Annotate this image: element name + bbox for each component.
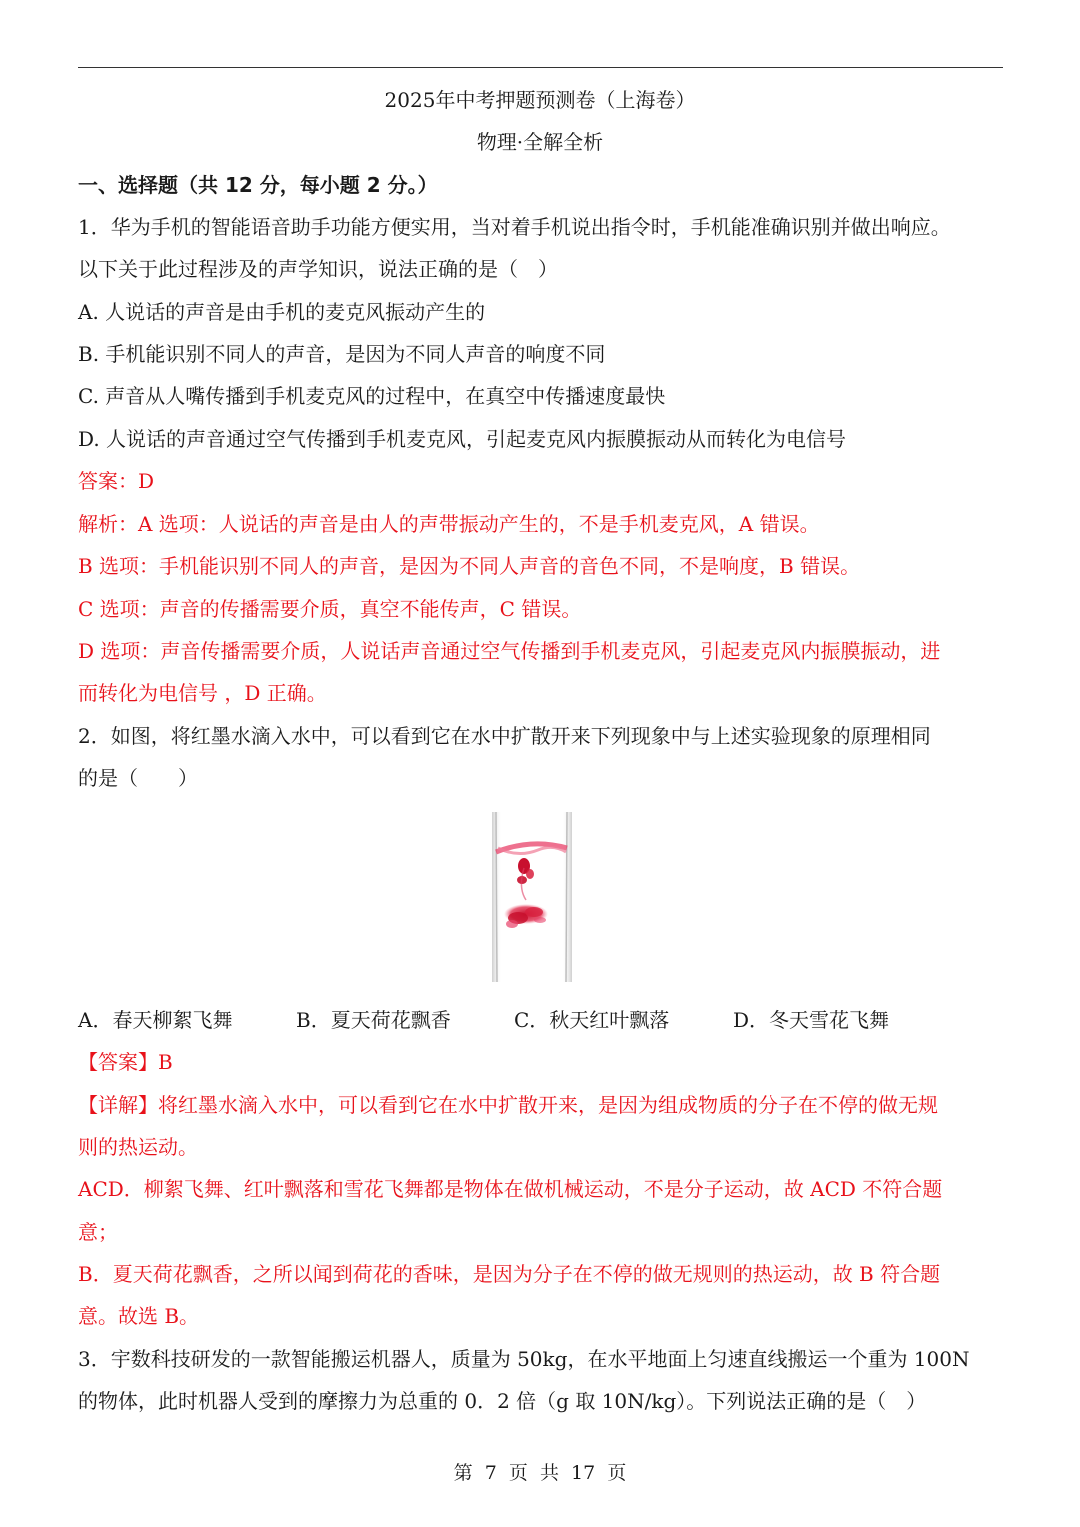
q1-option-a: A. 人说话的声音是由手机的麦克风振动产生的 bbox=[78, 300, 486, 324]
q2-detail-line1: 【详解】将红墨水滴入水中，可以看到它在水中扩散开来，是因为组成物质的分子在不停的做无规 bbox=[78, 1093, 938, 1117]
q2-option-d: D．冬天雪花飞舞 bbox=[733, 1008, 890, 1032]
q2-options-row bbox=[78, 1006, 1003, 1034]
q2-stem-line2: 的是（ ） bbox=[78, 766, 198, 790]
q1-option-c: C. 声音从人嘴传播到手机麦克风的过程中，在真空中传播速度最快 bbox=[78, 384, 666, 408]
q2-option-a: A．春天柳絮飞舞 bbox=[78, 1008, 233, 1032]
q2-stem-line1: 2．如图，将红墨水滴入水中，可以看到它在水中扩散开来下列现象中与上述实验现象的原理相同 bbox=[78, 724, 931, 748]
q1-analysis-d2: 而转化为电信号 ，D 正确。 bbox=[78, 681, 327, 705]
top-rule bbox=[78, 67, 1003, 68]
page-title: 2025年中考押题预测卷（上海卷） bbox=[384, 88, 696, 112]
q3-stem-line1: 3．宇数科技研发的一款智能搬运机器人，质量为 50kg，在水平地面上匀速直线搬运一个重为 100N bbox=[78, 1347, 970, 1371]
q1-option-b: B. 手机能识别不同人的声音，是因为不同人声音的响度不同 bbox=[78, 342, 606, 366]
q2-answer: 【答案】B bbox=[78, 1050, 173, 1074]
q3-stem-line2: 的物体，此时机器人受到的摩擦力为总重的 0．2 倍（g 取 10N/kg）。下列说法正确的是（ ） bbox=[78, 1389, 927, 1413]
q2-detail-line3: ACD．柳絮飞舞、红叶飘落和雪花飞舞都是物体在做机械运动，不是分子运动，故 ACD 不符合题 bbox=[78, 1177, 943, 1201]
q2-detail-line2: 则的热运动。 bbox=[78, 1135, 198, 1159]
q1-analysis-b: B 选项：手机能识别不同人的声音，是因为不同人声音的音色不同，不是响度，B 错误。 bbox=[78, 554, 861, 578]
q2-detail-line6: 意。故选 B。 bbox=[78, 1304, 200, 1328]
q1-answer: 答案：D bbox=[78, 469, 155, 493]
q2-detail-line4: 意； bbox=[78, 1220, 118, 1244]
q2-detail-line5: B．夏天荷花飘香，之所以闻到荷花的香味，是因为分子在不停的做无规则的热运动，故 B 符合题 bbox=[78, 1262, 941, 1286]
q1-analysis-a: 解析：A 选项：人说话的声音是由人的声带振动产生的，不是手机麦克风，A 错误。 bbox=[78, 512, 820, 536]
q1-option-d: D. 人说话的声音通过空气传播到手机麦克风，引起麦克风内振膜振动从而转化为电信号 bbox=[78, 427, 847, 451]
q1-stem-line1: 1．华为手机的智能语音助手功能方便实用，当对着手机说出指令时，手机能准确识别并做出响应。 bbox=[78, 215, 951, 239]
q2-option-c: C．秋天红叶飘落 bbox=[514, 1008, 670, 1032]
q1-analysis-c: C 选项：声音的传播需要介质，真空不能传声，C 错误。 bbox=[78, 597, 582, 621]
q1-analysis-d1: D 选项：声音传播需要介质，人说话声音通过空气传播到手机麦克风，引起麦克风内振膜振动，进 bbox=[78, 639, 941, 663]
page-subtitle: 物理·全解全析 bbox=[476, 130, 604, 154]
section-heading: 一、选择题（共 12 分，每小题 2 分。） bbox=[78, 173, 438, 197]
q1-stem-line2: 以下关于此过程涉及的声学知识，说法正确的是（ ） bbox=[78, 257, 558, 281]
page-number-footer: 第 7 页 共 17 页 bbox=[453, 1462, 627, 1484]
q2-option-b: B．夏天荷花飘香 bbox=[296, 1008, 451, 1032]
red-ink-diffusion-figure bbox=[478, 808, 590, 986]
